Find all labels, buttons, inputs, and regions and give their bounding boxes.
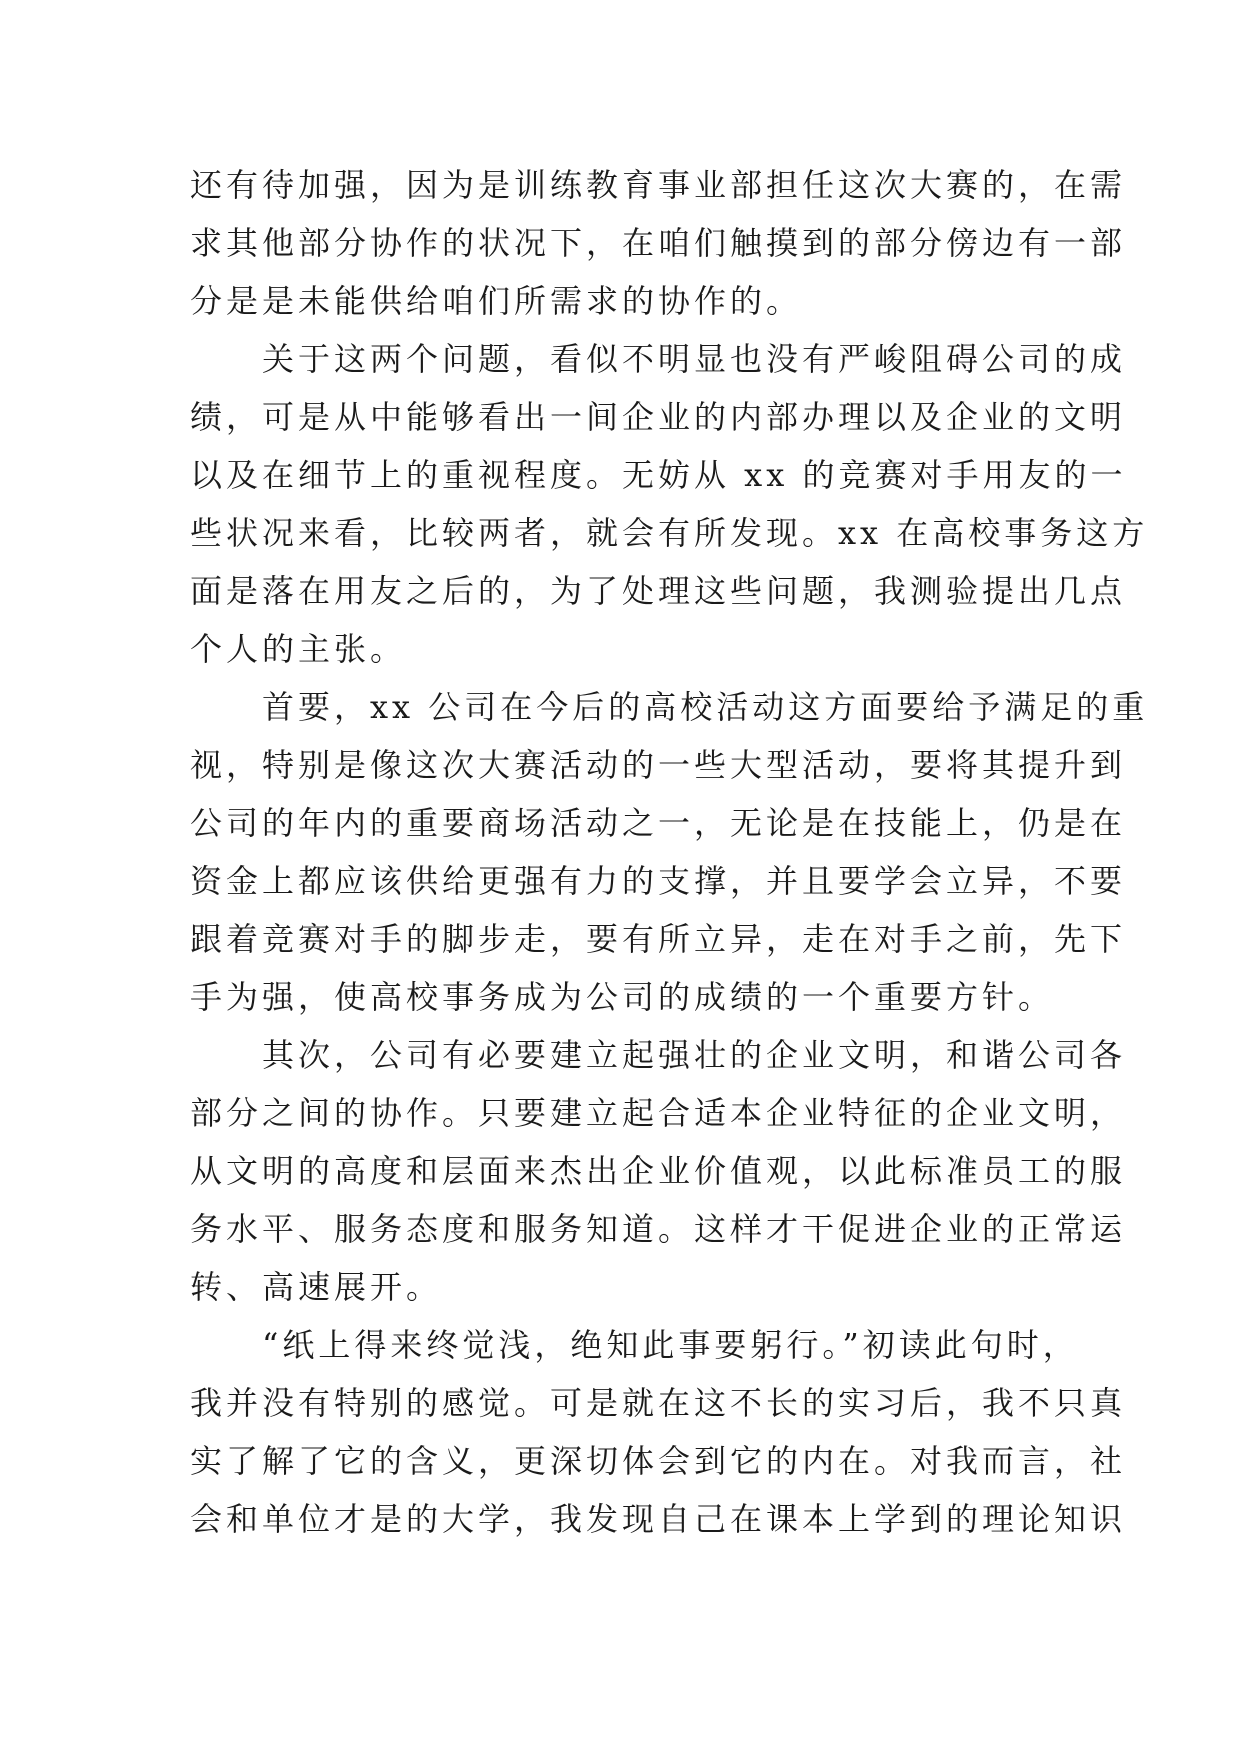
text-line: 些状况来看，比较两者，就会有所发现。xx 在高校事务这方 — [190, 514, 1149, 552]
body-text — [190, 156, 1149, 1548]
text-line: 跟着竞赛对手的脚步走，要有所立异，走在对手之前，先下 — [190, 920, 1127, 958]
text-line: 部分之间的协作。只要建立起合适本企业特征的企业文明， — [190, 1094, 1127, 1132]
text-line: 资金上都应该供给更强有力的支撑，并且要学会立异，不要 — [190, 862, 1127, 900]
text-line: 公司的年内的重要商场活动之一，无论是在技能上，仍是在 — [190, 804, 1127, 842]
text-line: 关于这两个问题，看似不明显也没有严峻阻碍公司的成 — [190, 340, 1127, 378]
text-line: 个人的主张。 — [190, 630, 407, 668]
text-line: 还有待加强，因为是训练教育事业部担任这次大赛的，在需 — [190, 166, 1127, 204]
text-line: 绩，可是从中能够看出一间企业的内部办理以及企业的文明 — [190, 398, 1127, 436]
text-line: 面是落在用友之后的，为了处理这些问题，我测验提出几点 — [190, 572, 1127, 610]
text-line: 手为强，使高校事务成为公司的成绩的一个重要方针。 — [190, 978, 1055, 1016]
text-line: 从文明的高度和层面来杰出企业价值观，以此标准员工的服 — [190, 1152, 1127, 1190]
text-line: 实了解了它的含义，更深切体会到它的内在。对我而言，社 — [190, 1442, 1127, 1480]
text-line: 其次，公司有必要建立起强壮的企业文明，和谐公司各 — [190, 1036, 1127, 1074]
text-line: 转、高速展开。 — [190, 1268, 443, 1306]
text-line: 视，特别是像这次大赛活动的一些大型活动，要将其提升到 — [190, 746, 1127, 784]
text-line: 会和单位才是的大学，我发现自己在课本上学到的理论知识 — [190, 1500, 1127, 1538]
text-line: 分是是未能供给咱们所需求的协作的。 — [190, 282, 803, 320]
text-line: 求其他部分协作的状况下，在咱们触摸到的部分傍边有一部 — [190, 224, 1127, 262]
text-line: 首要，xx 公司在今后的高校活动这方面要给予满足的重 — [190, 688, 1149, 726]
text-line: 我并没有特别的感觉。可是就在这不长的实习后，我不只真 — [190, 1384, 1127, 1422]
text-line: 务水平、服务态度和服务知道。这样才干促进企业的正常运 — [190, 1210, 1127, 1248]
text-line: “纸上得来终觉浅，绝知此事要躬行。”初读此句时， — [190, 1326, 1079, 1364]
text-line: 以及在细节上的重视程度。无妨从 xx 的竞赛对手用友的一 — [190, 456, 1127, 494]
